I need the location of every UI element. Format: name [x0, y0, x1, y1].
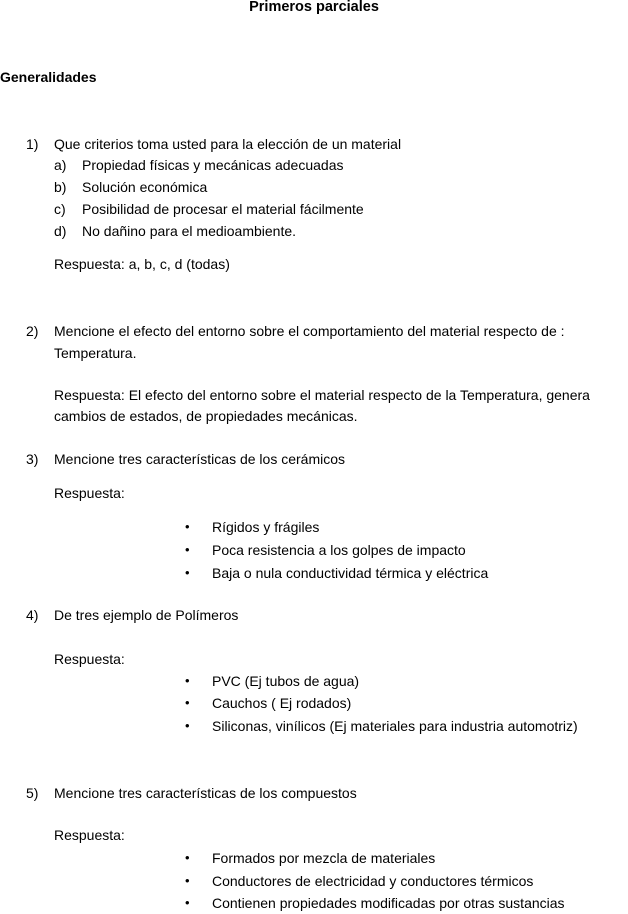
option-text: Propiedad físicas y mecánicas adecuadas [82, 157, 344, 173]
option-letter: c) [54, 201, 66, 217]
list-item: Siliconas, vinílicos (Ej materiales para industria automotriz) [212, 718, 578, 734]
option-text: Solución económica [82, 179, 208, 195]
option-letter: d) [54, 223, 67, 239]
question-4-answer-label: Respuesta: [54, 651, 125, 667]
section-heading: Generalidades [0, 69, 97, 85]
list-item: Conductores de electricidad y conductores térmicos [212, 873, 534, 889]
question-2-answer-line: cambios de estados, de propiedades mecánicas. [54, 408, 358, 424]
list-item: Contienen propiedades modificadas por otras sustancias [212, 895, 565, 911]
option-letter: b) [54, 179, 67, 195]
bullet-icon: • [185, 695, 190, 710]
question-1-text: Que criterios toma usted para la elección de un material [54, 136, 402, 152]
question-2-answer-line: Respuesta: El efecto del entorno sobre el material respecto de la Temperatura, genera [54, 387, 590, 403]
question-3-text: Mencione tres características de los cerámicos [54, 451, 345, 467]
option-text: No dañino para el medioambiente. [82, 223, 297, 239]
list-item: Cauchos ( Ej rodados) [212, 695, 352, 711]
bullet-icon: • [185, 542, 190, 557]
question-1-answer: Respuesta: a, b, c, d (todas) [54, 256, 230, 272]
page-title: Primeros parciales [249, 0, 379, 15]
question-5-answer-label: Respuesta: [54, 827, 125, 843]
question-2-text-line: Mencione el efecto del entorno sobre el comportamiento del material respecto de : [54, 323, 565, 339]
question-3-answer-label: Respuesta: [54, 485, 125, 501]
bullet-icon: • [185, 850, 190, 865]
list-item: Poca resistencia a los golpes de impacto [212, 542, 466, 558]
question-5-text: Mencione tres características de los compuestos [54, 785, 357, 801]
bullet-icon: • [185, 673, 190, 688]
question-2-text-line: Temperatura. [54, 345, 137, 361]
bullet-icon: • [185, 873, 190, 888]
list-item: Formados por mezcla de materiales [212, 850, 436, 866]
question-1-number: 1) [26, 136, 39, 152]
list-item: Rígidos y frágiles [212, 519, 320, 535]
list-item: PVC (Ej tubos de agua) [212, 673, 360, 689]
option-letter: a) [54, 157, 67, 173]
question-4-number: 4) [26, 607, 39, 623]
list-item: Baja o nula conductividad térmica y eléctrica [212, 565, 489, 581]
bullet-icon: • [185, 565, 190, 580]
question-4-text: De tres ejemplo de Polímeros [54, 607, 239, 623]
bullet-icon: • [185, 519, 190, 534]
bullet-icon: • [185, 895, 190, 910]
question-5-number: 5) [26, 785, 39, 801]
option-text: Posibilidad de procesar el material fácilmente [82, 201, 364, 217]
bullet-icon: • [185, 718, 190, 733]
question-2-number: 2) [26, 323, 39, 339]
question-3-number: 3) [26, 451, 39, 467]
